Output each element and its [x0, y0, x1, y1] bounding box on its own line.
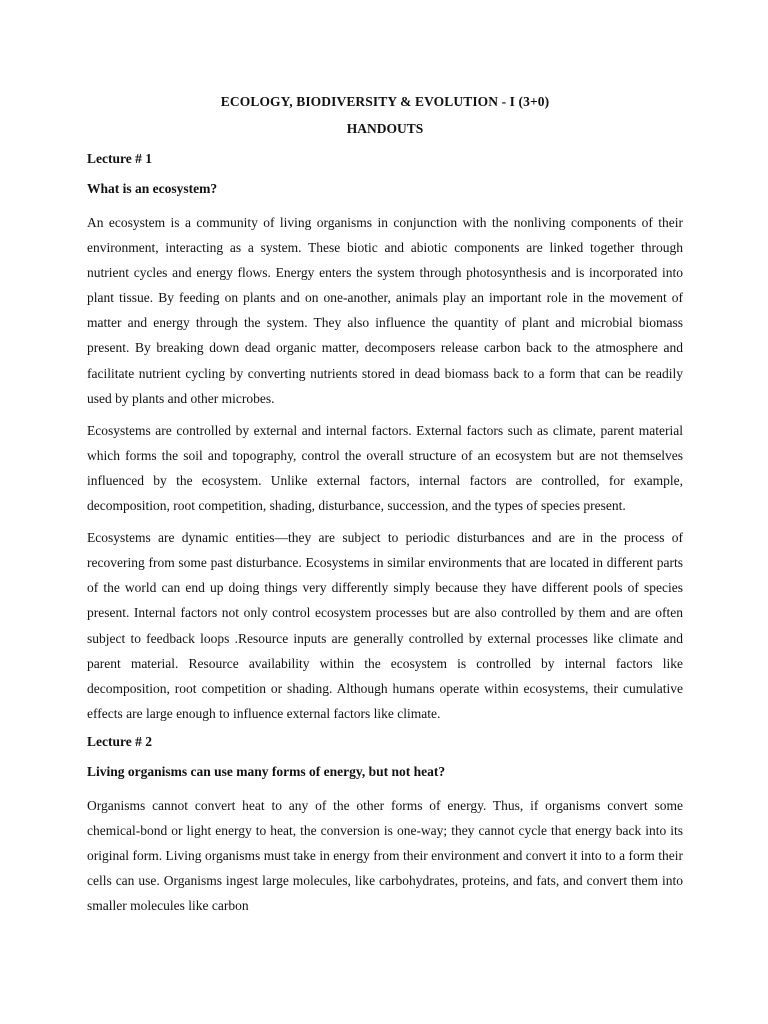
document-subtitle: HANDOUTS: [346, 121, 424, 136]
lecture-1-paragraph-3: Ecosystems are dynamic entities—they are subject to periodic disturbances and are in the process of recovering from some past disturbance. Ecosystems in similar environments that are located in different parts of the world can end up doing things very differently simply because they have different pools of species present. Internal factors not only control ecosystem processes but are also controlled by them and are often subject to feedback loops .Resource inputs are generally controlled by external processes like climate and parent material. Resource availability within the ecosystem is controlled by internal factors like decomposition, root competition or shading. Although humans operate within ecosystems, their cumulative effects are large enough to influence external factors like climate.: [87, 530, 683, 721]
lecture-2-paragraph-1: Organisms cannot convert heat to any of the other forms of energy. Thus, if organisms convert some chemical-bond or light energy to heat, the conversion is one-way; they cannot cycle that energy back into its original form. Living organisms must take in energy from their environment and convert it into to a form their cells can use. Organisms ingest large molecules, like carbohydrates, proteins, and fats, and convert them into smaller molecules like carbon: [87, 797, 683, 914]
lecture-2-question: Living organisms can use many forms of energy, but not heat?: [87, 763, 446, 779]
lecture-2-heading: Lecture # 2: [87, 733, 152, 749]
lecture-1-paragraph-2: Ecosystems are controlled by external and internal factors. External factors such as climate, parent material which forms the soil and topography, control the overall structure of an ecosystem but are not themselves influenced by the ecosystem. Unlike external factors, internal factors are controlled, for example, decomposition, root competition, shading, disturbance, succession, and the types of species present.: [87, 422, 683, 514]
lecture-1-heading: Lecture # 1: [87, 151, 152, 166]
document-page: [87, 93, 683, 925]
document-title: ECOLOGY, BIODIVERSITY & EVOLUTION - I (3+0): [220, 94, 550, 109]
lecture-1-paragraph-1: An ecosystem is a community of living organisms in conjunction with the nonliving components of their environment, interacting as a system. These biotic and abiotic components are linked together through nutrient cycles and energy flows. Energy enters the system through photosynthesis and is incorporated into plant tissue. By feeding on plants and on one-another, animals play an important role in the movement of matter and energy through the system. They also influence the quantity of plant and microbial biomass present. By breaking down dead organic matter, decomposers release carbon back to the atmosphere and facilitate nutrient cycling by converting nutrients stored in dead biomass back to a form that can be readily used by plants and other microbes.: [87, 215, 683, 406]
lecture-1-question: What is an ecosystem?: [87, 181, 218, 196]
